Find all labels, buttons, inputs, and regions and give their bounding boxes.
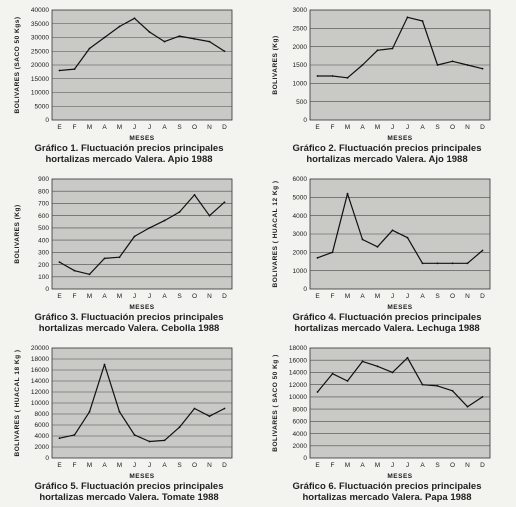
x-axis-title: MESES [129, 473, 155, 480]
data-point [482, 396, 484, 398]
chart-panel-1 [0, 0, 258, 169]
data-point [224, 50, 226, 52]
data-point [377, 246, 379, 248]
data-point [407, 357, 409, 359]
x-tick-label: M [116, 124, 123, 131]
y-tick-label: 200 [38, 261, 49, 269]
y-tick-label: 12000 [30, 389, 49, 397]
x-tick-label: O [191, 462, 198, 469]
x-tick-label: J [405, 124, 410, 131]
y-tick-label: 2000 [34, 444, 49, 452]
y-axis-title: BOLIVARES (Kg) [272, 35, 279, 95]
y-tick-label: 10000 [30, 400, 49, 408]
x-tick-label: M [374, 124, 381, 131]
x-tick-label: S [177, 462, 182, 469]
data-point [209, 415, 211, 417]
data-point [59, 70, 61, 72]
x-tick-label: A [102, 124, 107, 131]
y-tick-label: 400 [38, 237, 49, 245]
data-point [347, 193, 349, 195]
y-tick-label: 300 [38, 249, 49, 257]
y-tick-label: 0 [303, 117, 307, 125]
x-tick-label: N [465, 293, 470, 300]
x-tick-label: A [162, 124, 167, 131]
x-tick-label: F [72, 293, 77, 300]
chart-5-caption [0, 481, 258, 503]
chart-1-caption [0, 143, 258, 165]
x-tick-label: F [72, 124, 77, 131]
y-tick-label: 30000 [30, 34, 49, 42]
data-point [224, 201, 226, 203]
x-tick-label: F [330, 462, 335, 469]
x-tick-label: J [132, 124, 137, 131]
x-tick-label: A [102, 462, 107, 469]
x-tick-label: J [132, 293, 137, 300]
x-tick-label: M [374, 462, 381, 469]
data-point [437, 64, 439, 66]
x-tick-label: J [405, 293, 410, 300]
chart-4-caption-line1: Gráfico 4. Fluctuación precios principales [292, 312, 482, 323]
x-tick-label: S [435, 124, 440, 131]
data-point [332, 75, 334, 77]
x-tick-label: M [374, 293, 381, 300]
y-axis-title: BOLIVARES ( HUACAL 12 Kg ) [272, 180, 279, 288]
x-tick-label: N [207, 124, 212, 131]
x-tick-label: M [86, 124, 93, 131]
y-tick-label: 15000 [30, 75, 49, 83]
x-axis-title: MESES [387, 473, 413, 480]
data-point [179, 426, 181, 428]
chart-1-caption-line2: hortalizas mercado Valera. Apio 1988 [45, 154, 213, 165]
y-tick-label: 10000 [30, 89, 49, 97]
y-tick-label: 500 [296, 98, 307, 106]
x-tick-label: J [147, 124, 152, 131]
x-tick-label: M [116, 462, 123, 469]
x-tick-label: A [162, 462, 167, 469]
y-tick-label: 25000 [30, 48, 49, 56]
y-tick-label: 16000 [288, 357, 307, 365]
x-tick-label: M [86, 462, 93, 469]
x-tick-label: J [390, 124, 395, 131]
data-point [149, 31, 151, 33]
data-point [59, 261, 61, 263]
y-tick-label: 8000 [34, 411, 49, 419]
x-tick-label: E [57, 462, 62, 469]
x-tick-label: O [449, 293, 456, 300]
y-tick-label: 0 [45, 286, 49, 294]
x-tick-label: N [465, 462, 470, 469]
data-point [437, 385, 439, 387]
data-point [164, 220, 166, 222]
y-tick-label: 6000 [292, 418, 307, 426]
x-tick-label: J [147, 462, 152, 469]
chart-3-caption [0, 312, 258, 334]
data-point [119, 256, 121, 258]
data-point [332, 373, 334, 375]
y-tick-label: 5000 [292, 194, 307, 202]
x-tick-label: M [86, 293, 93, 300]
data-point [347, 77, 349, 79]
data-point [194, 38, 196, 40]
chart-1-caption-line1: Gráfico 1. Fluctuación precios principales [34, 143, 224, 154]
y-tick-label: 5000 [34, 103, 49, 111]
y-tick-label: 8000 [292, 406, 307, 414]
y-tick-label: 3000 [292, 231, 307, 239]
data-point [74, 68, 76, 70]
data-point [452, 60, 454, 62]
data-point [407, 16, 409, 18]
x-tick-label: A [102, 293, 107, 300]
data-point [149, 441, 151, 443]
data-point [422, 384, 424, 386]
data-point [422, 262, 424, 264]
y-tick-label: 0 [45, 455, 49, 463]
data-point [164, 41, 166, 43]
y-tick-label: 600 [38, 212, 49, 220]
x-tick-label: E [315, 462, 320, 469]
data-point [452, 262, 454, 264]
data-point [224, 408, 226, 410]
x-tick-label: F [330, 124, 335, 131]
x-tick-label: D [222, 462, 227, 469]
x-tick-label: D [480, 124, 485, 131]
chart-4-caption-line2: hortalizas mercado Valera. Lechuga 1988 [294, 323, 480, 334]
chart-6-caption-line1: Gráfico 6. Fluctuación precios principales [292, 481, 482, 492]
x-tick-label: D [222, 124, 227, 131]
data-point [392, 229, 394, 231]
y-tick-label: 4000 [292, 212, 307, 220]
data-point [119, 26, 121, 28]
x-axis-title: MESES [387, 304, 413, 311]
chart-4-caption [258, 312, 516, 334]
chart-panel-5 [0, 338, 258, 507]
x-tick-label: J [390, 293, 395, 300]
y-tick-label: 2500 [292, 25, 307, 33]
x-tick-label: D [222, 293, 227, 300]
x-tick-label: E [57, 293, 62, 300]
y-tick-label: 0 [303, 455, 307, 463]
data-point [194, 194, 196, 196]
plot-area [52, 179, 232, 289]
chart-6-caption [258, 481, 516, 503]
y-tick-label: 4000 [34, 433, 49, 441]
y-tick-label: 4000 [292, 430, 307, 438]
y-tick-label: 14000 [288, 369, 307, 377]
x-tick-label: M [344, 293, 351, 300]
y-tick-label: 40000 [30, 7, 49, 15]
data-point [134, 434, 136, 436]
x-tick-label: A [420, 293, 425, 300]
data-point [452, 390, 454, 392]
data-point [119, 411, 121, 413]
x-tick-label: A [360, 293, 365, 300]
y-tick-label: 2000 [292, 43, 307, 51]
y-tick-label: 0 [303, 286, 307, 294]
x-tick-label: M [116, 293, 123, 300]
data-point [317, 75, 319, 77]
chart-3-caption-line2: hortalizas mercado Valera. Cebolla 1988 [38, 323, 220, 334]
chart-panel-2 [258, 0, 516, 169]
y-axis-title: BOLIVARES (SACO 50 Kgs) [14, 16, 21, 114]
x-tick-label: A [420, 124, 425, 131]
data-point [179, 211, 181, 213]
data-point [209, 215, 211, 217]
y-tick-label: 20000 [30, 62, 49, 70]
chart-2-caption [258, 143, 516, 165]
y-tick-label: 1000 [292, 267, 307, 275]
x-tick-label: E [315, 293, 320, 300]
data-point [482, 250, 484, 252]
y-tick-label: 35000 [30, 20, 49, 28]
y-tick-label: 16000 [30, 367, 49, 375]
x-tick-label: O [449, 462, 456, 469]
y-tick-label: 900 [38, 176, 49, 184]
data-point [134, 236, 136, 238]
x-tick-label: N [207, 462, 212, 469]
x-tick-label: O [191, 124, 198, 131]
x-tick-label: D [480, 462, 485, 469]
x-tick-label: J [132, 462, 137, 469]
data-point [317, 391, 319, 393]
x-tick-label: F [72, 462, 77, 469]
data-point [74, 270, 76, 272]
data-point [422, 20, 424, 22]
x-tick-label: A [162, 293, 167, 300]
data-point [104, 37, 106, 39]
x-axis-title: MESES [129, 304, 155, 311]
data-point [104, 258, 106, 260]
y-tick-label: 12000 [288, 381, 307, 389]
data-point [377, 49, 379, 51]
data-point [89, 48, 91, 50]
y-axis-title: BOLIVARES ( SACO 50 Kg ) [272, 354, 279, 452]
chart-3-caption-line1: Gráfico 3. Fluctuación precios principales [34, 312, 224, 323]
chart-2-caption-line1: Gráfico 2. Fluctuación precios principales [292, 143, 482, 154]
data-point [89, 273, 91, 275]
data-point [74, 434, 76, 436]
x-tick-label: A [360, 462, 365, 469]
x-tick-label: J [390, 462, 395, 469]
x-tick-label: D [480, 293, 485, 300]
y-tick-label: 2000 [292, 442, 307, 450]
y-tick-label: 1500 [292, 62, 307, 70]
data-point [362, 239, 364, 241]
data-point [134, 17, 136, 19]
x-tick-label: S [435, 462, 440, 469]
y-tick-label: 10000 [288, 394, 307, 402]
x-tick-label: N [465, 124, 470, 131]
y-tick-label: 6000 [34, 422, 49, 430]
data-point [467, 262, 469, 264]
y-tick-label: 18000 [288, 345, 307, 353]
chart-panel-6 [258, 338, 516, 507]
data-point [482, 68, 484, 70]
x-tick-label: M [344, 124, 351, 131]
y-tick-label: 700 [38, 200, 49, 208]
data-point [362, 361, 364, 363]
data-point [59, 437, 61, 439]
x-tick-label: S [435, 293, 440, 300]
y-tick-label: 2000 [292, 249, 307, 257]
x-axis-title: MESES [387, 135, 413, 142]
data-point [377, 365, 379, 367]
x-tick-label: M [344, 462, 351, 469]
chart-5-caption-line1: Gráfico 5. Fluctuación precios principales [34, 481, 224, 492]
x-tick-label: N [207, 293, 212, 300]
data-point [392, 48, 394, 50]
y-tick-label: 100 [38, 273, 49, 281]
y-tick-label: 1000 [292, 80, 307, 88]
data-point [104, 364, 106, 366]
data-point [332, 251, 334, 253]
data-point [467, 64, 469, 66]
x-tick-label: S [177, 124, 182, 131]
chart-6-caption-line2: hortalizas mercado Valera. Papa 1988 [302, 492, 472, 503]
data-point [149, 227, 151, 229]
chart-panel-4 [258, 169, 516, 338]
x-tick-label: F [330, 293, 335, 300]
x-tick-label: O [191, 293, 198, 300]
data-point [467, 406, 469, 408]
y-tick-label: 0 [45, 117, 49, 125]
y-tick-label: 6000 [292, 176, 307, 184]
data-point [407, 237, 409, 239]
data-point [347, 380, 349, 382]
x-tick-label: A [360, 124, 365, 131]
x-tick-label: E [57, 124, 62, 131]
x-tick-label: A [420, 462, 425, 469]
x-tick-label: J [147, 293, 152, 300]
y-tick-label: 14000 [30, 378, 49, 386]
y-axis-title: BOLIVARES (Kg) [14, 204, 21, 264]
y-tick-label: 800 [38, 188, 49, 196]
x-tick-label: E [315, 124, 320, 131]
x-tick-label: O [449, 124, 456, 131]
data-point [194, 408, 196, 410]
data-point [362, 64, 364, 66]
x-tick-label: J [405, 462, 410, 469]
x-tick-label: S [177, 293, 182, 300]
data-point [209, 41, 211, 43]
data-point [164, 440, 166, 442]
data-point [317, 257, 319, 259]
y-axis-title: BOLIVARES ( HUACAL 18 Kg ) [14, 349, 21, 457]
y-tick-label: 20000 [30, 345, 49, 353]
x-axis-title: MESES [129, 135, 155, 142]
y-tick-label: 18000 [30, 356, 49, 364]
chart-panel-3 [0, 169, 258, 338]
data-point [179, 35, 181, 37]
chart-5-caption-line2: hortalizas mercado Valera. Tomate 1988 [39, 492, 219, 503]
y-tick-label: 500 [38, 225, 49, 233]
y-tick-label: 3000 [292, 7, 307, 15]
data-point [437, 262, 439, 264]
chart-2-caption-line2: hortalizas mercado Valera. Ajo 1988 [306, 154, 468, 165]
data-point [392, 372, 394, 374]
data-point [89, 411, 91, 413]
